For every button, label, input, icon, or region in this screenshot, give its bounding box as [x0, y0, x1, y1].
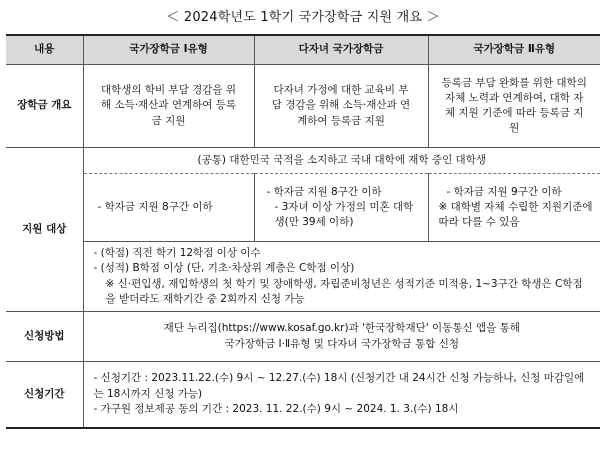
overview-label: 장학금 개요 — [6, 65, 83, 148]
eligibility-type1: - 학자금 지원 8구간 이하 — [83, 174, 254, 242]
header-content: 내용 — [6, 35, 83, 65]
period-content — [83, 362, 600, 428]
header-type2: 국가장학금 Ⅱ유형 — [428, 35, 600, 65]
eligibility-label: 지원 대상 — [6, 148, 83, 312]
page-title: ＜ 2024학년도 1학기 국가장학금 지원 개요 ＞ — [166, 10, 440, 25]
period-row — [6, 362, 600, 428]
eligibility-type2-note: ※ 대학별 자체 수립한 지원기준에 따라 다를 수 있음 — [438, 200, 593, 229]
period-consent: - 가구원 정보제공 동의 기간 : 2023. 11. 22.(수) 9시 ~ 2024. 1. 3.(수) 18시 — [93, 402, 459, 415]
overview-row — [6, 65, 600, 148]
eligibility-multichild-family: - 3자녀 이상 가정의 미혼 대학생(만 39세 이하) — [274, 200, 414, 229]
eligibility-type2-income: - 학자금 지원 9구간 이하 — [446, 185, 562, 198]
eligibility-academic — [83, 242, 600, 312]
method-line-1: 재단 누리집(https://www.kosaf.go.kr)과 '한국장학재단' 이동통신 앱을 통해 — [163, 322, 520, 335]
eligibility-income-row — [6, 174, 600, 242]
eligibility-multichild-income: - 학자금 지원 8구간 이하 — [266, 185, 382, 198]
method-row — [6, 312, 600, 362]
method-label: 신청방법 — [6, 312, 83, 362]
header-multichild: 다자녀 국가장학금 — [254, 35, 428, 65]
header-type1: 국가장학금 Ⅰ유형 — [83, 35, 254, 65]
header-row — [6, 35, 600, 65]
period-label: 신청기간 — [6, 362, 83, 428]
method-line-2: 국가장학금 Ⅰ·Ⅱ유형 및 다자녀 국가장학금 통합 신청 — [224, 337, 459, 350]
overview-type2: 등록금 부담 완화를 위한 대학의 자체 노력과 연계하여, 대학 자체 지원 기준에 따라 등록금 지원 — [428, 65, 600, 148]
eligibility-grades: - (성적) B학점 이상 (단, 기초·차상위 계층은 C학점 이상) — [93, 262, 355, 275]
eligibility-academic-row — [6, 242, 600, 312]
scholarship-overview-table — [6, 34, 600, 429]
method-content — [83, 312, 600, 362]
eligibility-credits: - (학점) 직전 학기 12학점 이상 이수 — [93, 247, 261, 260]
overview-type1: 대학생의 학비 부담 경감을 위해 소득·재산과 연계하여 등록금 지원 — [83, 65, 254, 148]
eligibility-common: (공통) 대한민국 국적을 소지하고 국내 대학에 재학 중인 대학생 — [83, 148, 600, 174]
period-application: - 신청기간 : 2023.11.22.(수) 9시 ~ 12.27.(수) 18시 (신청기간 내 24시간 신청 가능하나, 신청 마감일에는 18시까지 신청 가능) — [93, 372, 585, 400]
eligibility-grades-note: ※ 신·편입생, 재입학생의 첫 학기 및 장애학생, 자립준비청년은 성적기준 미적용, 1~3구간 학생은 C학점을 받더라도 재학기간 중 2회까지 신청 가능 — [105, 277, 583, 305]
eligibility-multichild — [254, 174, 428, 242]
overview-multichild: 다자녀 가정에 대한 교육비 부담 경감을 위해 소득·재산과 연계하여 등록금 지원 — [254, 65, 428, 148]
eligibility-type2 — [428, 174, 600, 242]
eligibility-common-row — [6, 148, 600, 174]
